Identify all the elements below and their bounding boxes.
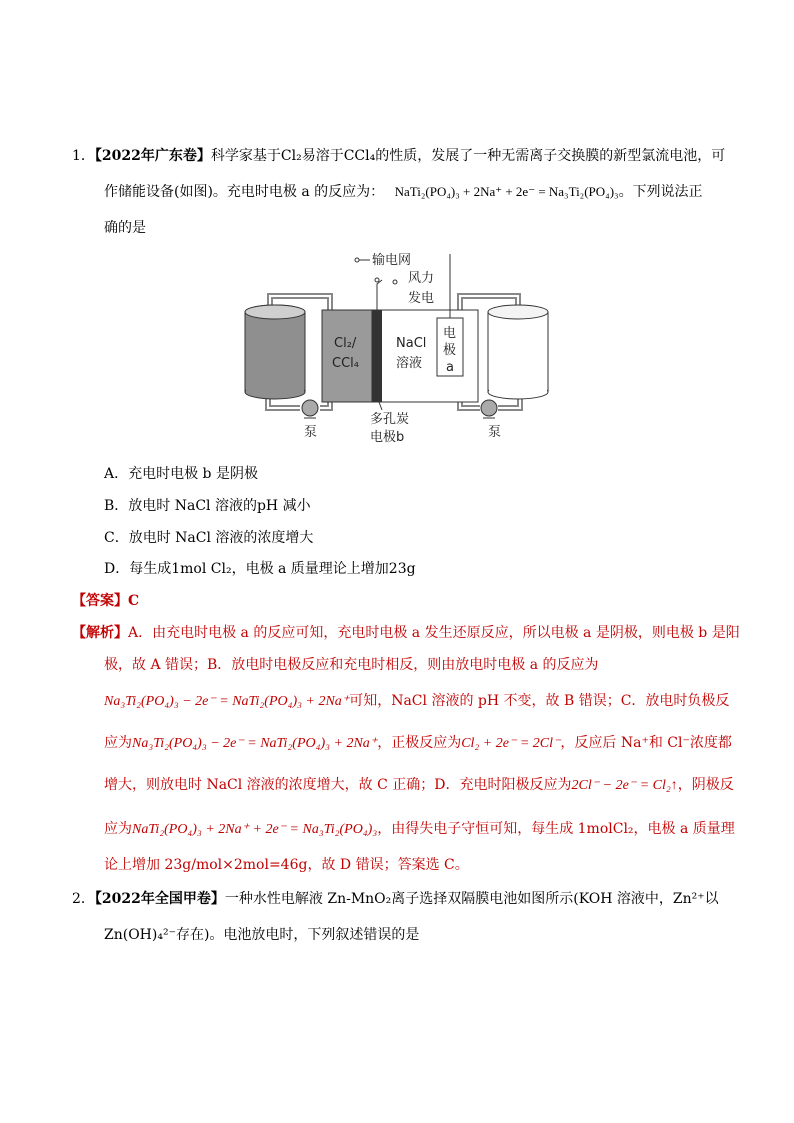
analysis-line-2: 极，故 A 错误；B．放电时电极反应和充电时相反，则由放电时电极 a 的反应为 xyxy=(104,657,599,673)
right-chamber-label-1: NaCl xyxy=(396,336,427,351)
question-2-stem-line-2: Zn(OH)₄²⁻存在)。电池放电时，下列叙述错误的是 xyxy=(104,927,420,943)
question-number: 1． xyxy=(72,148,95,164)
charge-reaction-formula: NaTi₂(PO₄)₃ + 2Na⁺ + 2e⁻ = Na₃Ti₂(PO₄)₃ xyxy=(394,184,619,199)
analysis-text: ，反应后 Na⁺和 Cl⁻浓度都 xyxy=(560,735,732,751)
analysis-line-4 xyxy=(104,732,732,752)
wind-label-2: 发电 xyxy=(408,291,435,306)
negative-electrode-formula: Na₃Ti₂(PO₄)₃ − 2e⁻ = NaTi₂(PO₄)₃ + 2Na⁺ xyxy=(132,736,378,751)
electrode-a-label-3: a xyxy=(446,360,454,375)
option-b: B．放电时 NaCl 溶液的pH 减小 xyxy=(104,498,311,514)
question-1-stem-line-1 xyxy=(72,145,725,165)
question-text: 作储能设备(如图)。充电时电极 a 的反应为： xyxy=(104,184,385,200)
porous-carbon-electrode-b xyxy=(372,310,382,402)
question-2-stem-line-1 xyxy=(72,888,719,908)
anode-reaction-formula: 2Cl⁻ − 2e⁻ = Cl₂↑ xyxy=(571,778,678,793)
answer-label: 【答案】 xyxy=(72,593,128,609)
right-storage-tank xyxy=(488,305,548,399)
analysis-line-1 xyxy=(72,622,740,642)
analysis-line-5 xyxy=(104,774,734,794)
wind-label-1: 风力 xyxy=(408,271,435,286)
analysis-text: 可知，NaCl 溶液的 pH 不变，故 B 错误；C．放电时负极反 xyxy=(349,693,730,709)
electrode-a-label-1: 电 xyxy=(443,326,457,341)
question-source: 【2022年全国甲卷】 xyxy=(94,891,225,907)
wire-b xyxy=(377,280,382,310)
analysis-label: 【解析】 xyxy=(72,625,128,641)
analysis-text: 增大，则放电时 NaCl 溶液的浓度增大，故 C 正确；D．充电时阳极反应为 xyxy=(104,777,572,793)
grid-terminal xyxy=(355,258,359,262)
analysis-text: 应为 xyxy=(104,821,132,837)
left-chamber-label-2: CCl₄ xyxy=(332,356,359,371)
question-source: 【2022年广东卷】 xyxy=(94,148,211,164)
porous-electrode-label-2: 电极b xyxy=(370,430,405,445)
electrode-a-label-2: 极 xyxy=(443,343,457,358)
left-storage-tank xyxy=(245,305,305,399)
right-pump-icon xyxy=(481,400,497,418)
question-text: 。下列说法正 xyxy=(618,184,703,200)
question-1-stem-line-2 xyxy=(104,181,703,201)
flow-battery-diagram xyxy=(230,244,560,449)
option-c: C．放电时 NaCl 溶液的浓度增大 xyxy=(104,530,314,546)
cathode-reaction-formula: NaTi₂(PO₄)₃ + 2Na⁺ + 2e⁻ = Na₃Ti₂(PO₄)₃ xyxy=(132,822,378,837)
left-chamber-label-1: Cl₂/ xyxy=(334,336,357,351)
porous-electrode-label-1: 多孔炭 xyxy=(370,412,410,427)
question-1-stem-line-3: 确的是 xyxy=(104,220,146,236)
right-pump-label: 泵 xyxy=(488,425,502,440)
discharge-reaction-formula: Na₃Ti₂(PO₄)₃ − 2e⁻ = NaTi₂(PO₄)₃ + 2Na⁺ xyxy=(104,694,350,709)
analysis-text: 应为 xyxy=(104,735,132,751)
analysis-text: ，由得失电子守恒可知，每生成 1molCl₂，电极 a 质量理 xyxy=(377,821,735,837)
right-chamber-label-2: 溶液 xyxy=(396,356,423,371)
answer-value: C xyxy=(128,593,140,609)
answer-line xyxy=(72,590,139,610)
grid-label: 输电网 xyxy=(372,253,412,268)
question-number: 2． xyxy=(72,891,95,907)
analysis-text: A．由充电时电极 a 的反应可知，充电时电极 a 发生还原反应，所以电极 a 是阴极，则电极 b 是阳 xyxy=(128,625,740,641)
left-pump-label: 泵 xyxy=(304,425,318,440)
analysis-text: ，正极反应为 xyxy=(377,735,462,751)
positive-electrode-formula: Cl₂ + 2e⁻ = 2Cl⁻ xyxy=(461,736,561,751)
wind-terminal xyxy=(393,280,397,284)
question-text: 科学家基于Cl₂易溶于CCl₄的性质，发展了一种无需离子交换膜的新型氯流电池，可 xyxy=(210,148,726,164)
question-text: 一种水性电解液 Zn-MnO₂离子选择双隔膜电池如图所示(KOH 溶液中，Zn²⁺以 xyxy=(224,891,719,907)
analysis-text: ，阴极反 xyxy=(677,777,734,793)
analysis-line-6 xyxy=(104,818,735,838)
option-a: A．充电时电极 b 是阴极 xyxy=(104,466,258,482)
analysis-line-3 xyxy=(104,690,729,710)
option-d: D．每生成1mol Cl₂，电极 a 质量理论上增加23g xyxy=(104,561,416,577)
left-pump-icon xyxy=(302,400,318,418)
analysis-line-7: 论上增加 23g/mol×2mol=46g，故 D 错误；答案选 C。 xyxy=(104,857,469,873)
